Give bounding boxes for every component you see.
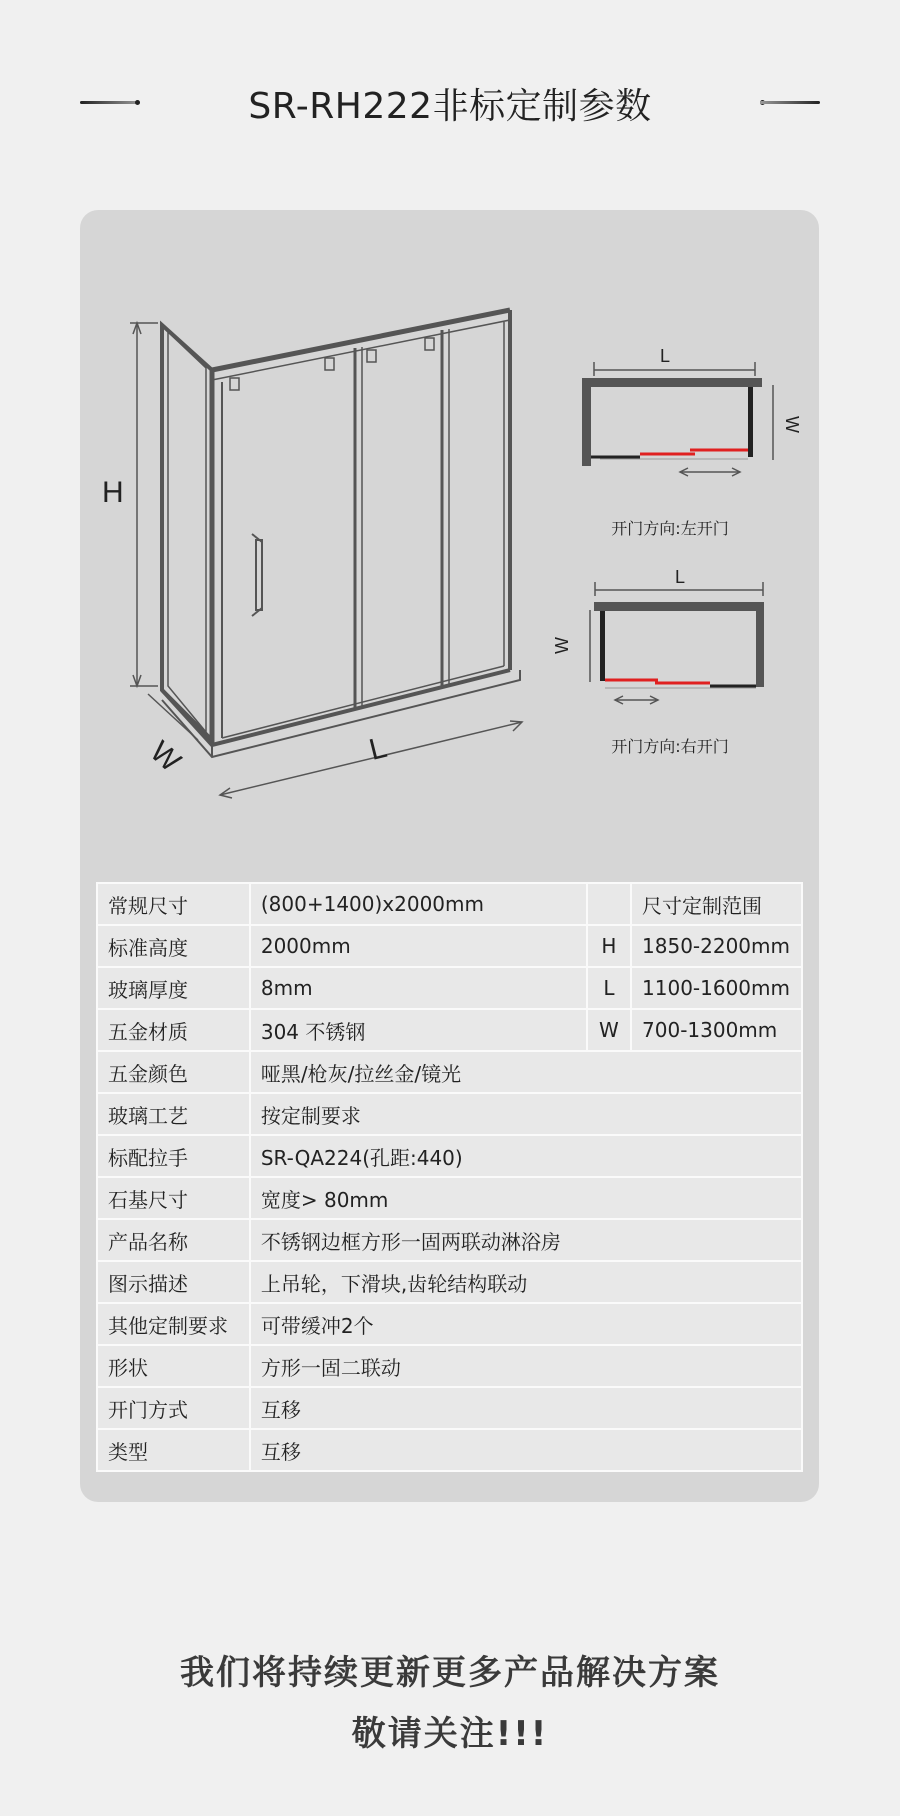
spec-card	[80, 210, 819, 1502]
row-value: 哑黑/枪灰/拉丝金/镜光	[250, 1051, 802, 1093]
plan-view-left-opening	[582, 362, 773, 476]
row-value: 可带缓冲2个	[250, 1303, 802, 1345]
row-value: 方形一固二联动	[250, 1345, 802, 1387]
table-row	[97, 1219, 802, 1261]
height-dimension-line	[130, 323, 158, 686]
row-dimension: W	[587, 1009, 631, 1051]
row-value: (800+1400)x2000mm	[250, 883, 587, 925]
row-label: 五金颜色	[97, 1051, 250, 1093]
table-row	[97, 967, 802, 1009]
row-label: 五金材质	[97, 1009, 250, 1051]
row-dimension: H	[587, 925, 631, 967]
row-value: SR-QA224(孔距:440)	[250, 1135, 802, 1177]
row-dimension: L	[587, 967, 631, 1009]
plan-left-caption: 开门方向:左开门	[611, 519, 729, 538]
plan-left-length-label: L	[659, 346, 671, 366]
row-value: 8mm	[250, 967, 587, 1009]
row-value: 2000mm	[250, 925, 587, 967]
row-label: 其他定制要求	[97, 1303, 250, 1345]
page-title: SR-RH222非标定制参数	[248, 86, 652, 127]
row-range: 700-1300mm	[631, 1009, 802, 1051]
table-row	[97, 1303, 802, 1345]
plan-right-caption: 开门方向:右开门	[611, 737, 729, 756]
table-row	[97, 1387, 802, 1429]
row-range: 尺寸定制范围	[631, 883, 802, 925]
table-row	[97, 1261, 802, 1303]
enclosure-3d-drawing	[162, 310, 520, 757]
length-label: L	[365, 730, 391, 767]
row-range: 1850-2200mm	[631, 925, 802, 967]
table-row	[97, 1177, 802, 1219]
row-value: 304 不锈钢	[250, 1009, 587, 1051]
table-row	[97, 1135, 802, 1177]
title-decoration-right	[760, 101, 820, 104]
plan-view-right-opening	[590, 582, 764, 704]
width-label: W	[143, 735, 187, 779]
diagram-area	[80, 210, 819, 850]
row-dimension	[587, 883, 631, 925]
table-row	[97, 1093, 802, 1135]
height-label: H	[102, 476, 124, 509]
row-label: 玻璃厚度	[97, 967, 250, 1009]
spec-table	[96, 882, 803, 1472]
plan-right-length-label: L	[674, 567, 686, 587]
row-value: 按定制要求	[250, 1093, 802, 1135]
plan-left-width-label: W	[782, 416, 802, 433]
table-row	[97, 1345, 802, 1387]
row-label: 类型	[97, 1429, 250, 1471]
row-label: 标配拉手	[97, 1135, 250, 1177]
table-row	[97, 1051, 802, 1093]
table-row	[97, 1429, 802, 1471]
row-label: 常规尺寸	[97, 883, 250, 925]
row-label: 玻璃工艺	[97, 1093, 250, 1135]
table-row	[97, 925, 802, 967]
row-value: 上吊轮，下滑块,齿轮结构联动	[250, 1261, 802, 1303]
row-value: 互移	[250, 1387, 802, 1429]
row-label: 形状	[97, 1345, 250, 1387]
plan-right-width-label: W	[552, 637, 572, 654]
row-label: 开门方式	[97, 1387, 250, 1429]
row-value: 不锈钢边框方形一固两联动淋浴房	[250, 1219, 802, 1261]
row-range: 1100-1600mm	[631, 967, 802, 1009]
footer-line-1: 我们将持续更新更多产品解决方案	[180, 1653, 720, 1693]
footer-line-2: 敬请关注!!!	[351, 1714, 549, 1754]
table-row	[97, 1009, 802, 1051]
row-label: 图示描述	[97, 1261, 250, 1303]
row-value: 宽度> 80mm	[250, 1177, 802, 1219]
row-value: 互移	[250, 1429, 802, 1471]
row-label: 标准高度	[97, 925, 250, 967]
row-label: 石基尺寸	[97, 1177, 250, 1219]
table-row	[97, 883, 802, 925]
row-label: 产品名称	[97, 1219, 250, 1261]
